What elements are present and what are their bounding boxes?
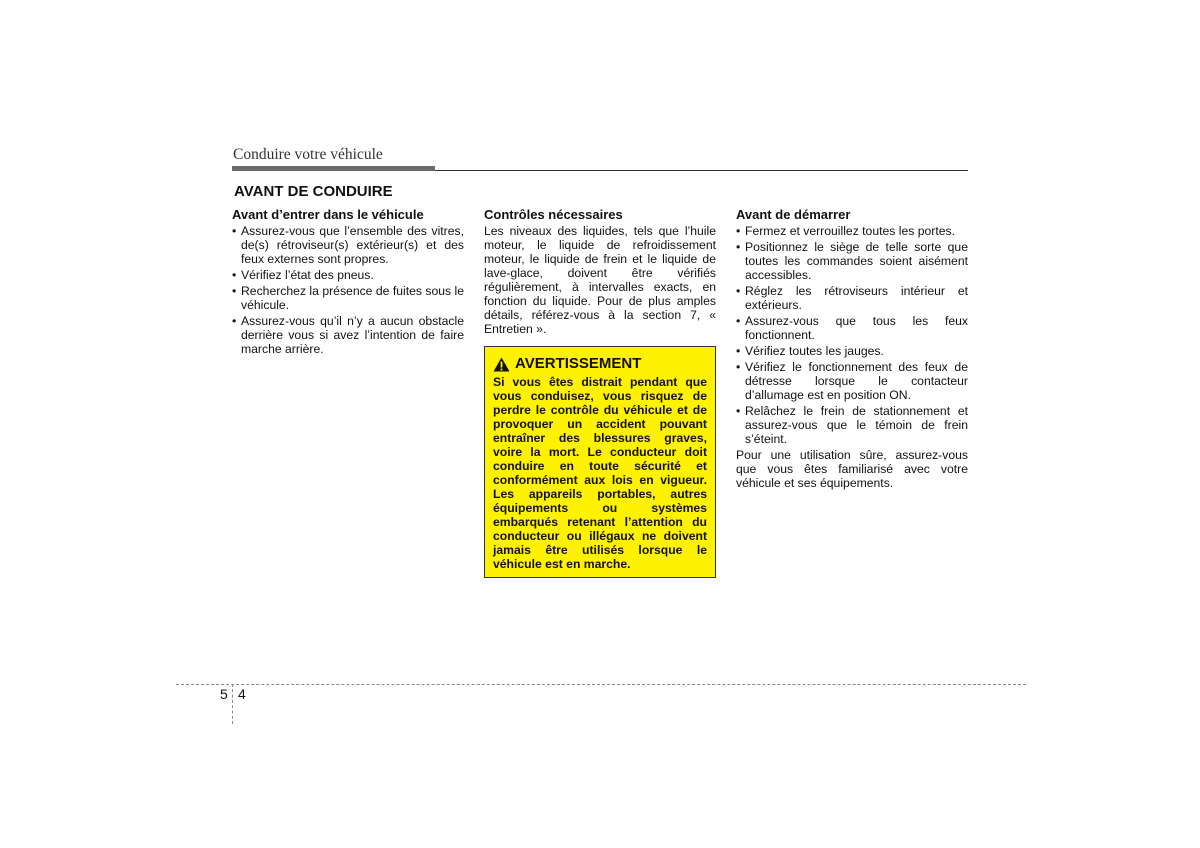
checklist-before-starting <box>736 224 968 446</box>
warning-triangle-icon <box>493 357 510 372</box>
closing-note: Pour une utilisation sûre, assurez-vous que vous êtes familiarisé avec votre véhicule et ses équipements. <box>736 448 968 490</box>
chapter-title: Conduire votre véhicule <box>233 146 383 163</box>
warning-heading <box>493 355 707 373</box>
header-accent-bar <box>232 166 435 171</box>
list-item: • Réglez les rétroviseurs intérieur et extérieurs. <box>736 284 968 312</box>
section-heading: AVANT DE CONDUIRE <box>234 183 393 200</box>
section-number: 5 <box>220 686 228 702</box>
list-item: • Assurez-vous qu’il n’y a aucun obstacle derrière vous si avez l’intention de faire marche arrière. <box>232 314 464 356</box>
list-item: • Vérifiez l’état des pneus. <box>232 268 464 282</box>
warning-box <box>484 346 716 578</box>
subhead-necessary-checks: Contrôles nécessaires <box>484 207 623 222</box>
list-item: • Vérifiez le fonctionnement des feux de détresse lorsque le contacteur d’allumage est en position ON. <box>736 360 968 402</box>
list-item: • Recherchez la présence de fuites sous le véhicule. <box>232 284 464 312</box>
list-item: • Assurez-vous que tous les feux fonctionnent. <box>736 314 968 342</box>
footer-divider <box>232 684 233 724</box>
header-rule <box>435 170 968 171</box>
warning-title: AVERTISSEMENT <box>515 355 642 372</box>
checklist-before-entering <box>232 224 464 356</box>
list-item: • Assurez-vous que l’ensemble des vitres, de(s) rétroviseur(s) extérieur(s) et des feux externes sont propres. <box>232 224 464 266</box>
page-number: 4 <box>238 686 246 702</box>
warning-text: Si vous êtes distrait pendant que vous conduisez, vous risquez de perdre le contrôle du véhicule et de provoquer un accident pouvant entraîner des blessures graves, voire la mort. Le conducteur doit conduire en toute sécurité et conformément aux lois en vigueur. Les appareils portables, autres équipements ou systèmes embarqués retenant l’attention du conducteur ou illégaux ne doivent jamais être utilisés lorsque le véhicule est en marche. <box>493 375 707 571</box>
subhead-before-starting: Avant de démarrer <box>736 207 851 222</box>
list-item: • Positionnez le siège de telle sorte que toutes les commandes soient aisément accessibles. <box>736 240 968 282</box>
column-before-starting <box>736 207 968 490</box>
list-item: • Fermez et verrouillez toutes les portes. <box>736 224 968 238</box>
list-item: • Relâchez le frein de stationnement et assurez-vous que le témoin de frein s’éteint. <box>736 404 968 446</box>
necessary-checks-text: Les niveaux des liquides, tels que l’huile moteur, le liquide de refroidissement moteur, le liquide de frein et le liquide de lave-glace, doivent être vérifiés régulièrement, à intervalles exacts, en fonction du liquide. Pour de plus amples détails, référez-vous à la section 7, « Entretien ». <box>484 224 716 336</box>
column-necessary-checks <box>484 207 716 336</box>
footer-rule <box>176 684 1026 685</box>
list-item: • Vérifiez toutes les jauges. <box>736 344 968 358</box>
column-before-entering <box>232 207 464 358</box>
subhead-before-entering: Avant d’entrer dans le véhicule <box>232 207 424 222</box>
